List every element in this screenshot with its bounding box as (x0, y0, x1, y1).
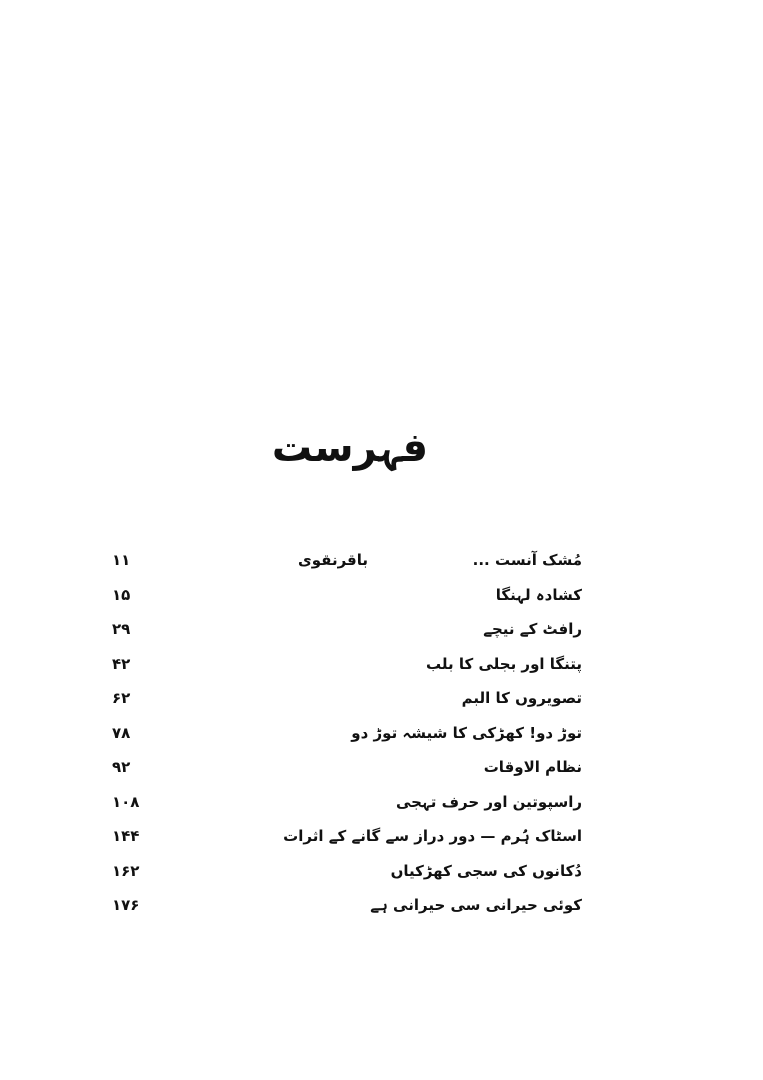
toc-author: باقرنقوی (298, 551, 368, 569)
toc-entry (112, 617, 582, 652)
toc-title: اسٹاک ہُرم — دور دراز سے گانے کے اثرات (283, 827, 582, 845)
toc-title: مُشک آنست ... (472, 551, 582, 569)
toc-entry (112, 893, 582, 928)
toc-title: توڑ دو! کھڑکی کا شیشہ توڑ دو (351, 723, 582, 742)
toc-title: نظام الاوقات (483, 758, 582, 776)
toc-entry (112, 721, 582, 756)
table-of-contents (112, 548, 582, 928)
toc-page-number: ۱۰۸ (112, 792, 140, 811)
toc-page-number: ۱۵ (112, 585, 131, 604)
toc-title: کوئی حیرانی سی حیرانی ہے (370, 896, 582, 914)
toc-entry (112, 755, 582, 790)
toc-entry (112, 824, 582, 859)
toc-entry (112, 790, 582, 825)
toc-entry (112, 548, 582, 583)
toc-page-number: ۷۸ (112, 723, 131, 742)
toc-title: پتنگا اور بجلی کا بلب (426, 654, 582, 673)
toc-title: کشادہ لہنگا (495, 585, 582, 604)
toc-title: راسپوتین اور حرف تہجی (395, 792, 582, 811)
toc-page-number: ۱۶۲ (112, 861, 140, 880)
toc-title: تصویروں کا البم (461, 689, 582, 707)
toc-entry (112, 859, 582, 894)
toc-page-number: ۶۲ (112, 689, 131, 707)
toc-page-number: ۹۲ (112, 758, 131, 776)
toc-entry (112, 652, 582, 687)
toc-page-number: ۲۹ (112, 620, 131, 638)
toc-entry (112, 583, 582, 618)
toc-page-number: ۴۲ (112, 654, 131, 673)
toc-page-number: ۱۷۶ (112, 896, 140, 914)
toc-title: رافٹ کے نیچے (483, 620, 582, 638)
page-title: فہرست (271, 425, 429, 471)
toc-title: دُکانوں کی سجی کھڑکیاں (390, 861, 582, 880)
toc-entry (112, 686, 582, 721)
toc-page-number: ۱۴۴ (112, 827, 140, 845)
toc-page-number: ۱۱ (112, 551, 131, 569)
